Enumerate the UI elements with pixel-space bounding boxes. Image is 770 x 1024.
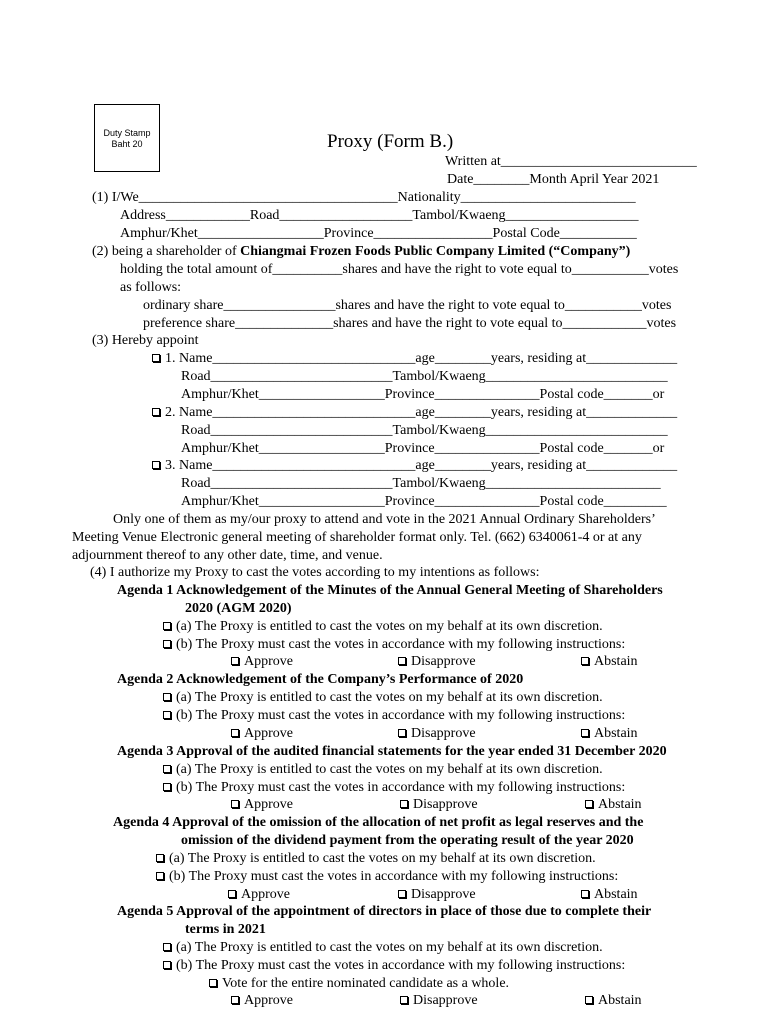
agenda5-approve-checkbox[interactable] bbox=[231, 996, 239, 1004]
agenda5-abstain-checkbox[interactable] bbox=[585, 996, 593, 1004]
agenda3-title: Agenda 3 Approval of the audited financial statements for the year ended 31 December 2020 bbox=[117, 744, 667, 759]
agenda4-disapprove-checkbox[interactable] bbox=[398, 890, 406, 898]
agenda2-disapprove-checkbox[interactable] bbox=[398, 729, 406, 737]
company-name: Chiangmai Frozen Foods Public Company Limited (“Company”) bbox=[240, 244, 631, 259]
agenda1-abstain[interactable] bbox=[581, 653, 638, 670]
disapprove-label: Disapprove bbox=[411, 726, 476, 741]
agenda5-abstain[interactable] bbox=[585, 992, 642, 1009]
option-b-text: (b) The Proxy must cast the votes in accordance with my following instructions: bbox=[169, 869, 619, 884]
proxy3-checkbox[interactable] bbox=[152, 461, 160, 469]
agenda3-abstain-checkbox[interactable] bbox=[585, 800, 593, 808]
agenda4-option-b-checkbox[interactable] bbox=[156, 872, 164, 880]
agenda5-title: Agenda 5 Approval of the appointment of directors in place of those due to complete their bbox=[117, 904, 652, 919]
agenda2-abstain-checkbox[interactable] bbox=[581, 729, 589, 737]
proxy2-checkbox[interactable] bbox=[152, 408, 160, 416]
duty-stamp-box bbox=[94, 104, 160, 172]
disapprove-label: Disapprove bbox=[411, 887, 476, 902]
appoint-heading: (3) Hereby appoint bbox=[92, 333, 199, 348]
as-follows: as follows: bbox=[120, 280, 182, 295]
agenda3-option-a[interactable] bbox=[163, 761, 603, 778]
option-a-text: (a) The Proxy is entitled to cast the votes on my behalf at its own discretion. bbox=[176, 940, 603, 955]
agenda2-option-a[interactable] bbox=[163, 689, 603, 706]
proxy2-name-line[interactable] bbox=[152, 404, 677, 421]
proxy1-checkbox[interactable] bbox=[152, 354, 160, 362]
agenda5-vote-entire-checkbox[interactable] bbox=[209, 979, 217, 987]
agenda1-abstain-checkbox[interactable] bbox=[581, 657, 589, 665]
abstain-label: Abstain bbox=[598, 797, 642, 812]
agenda5-title-cont: terms in 2021 bbox=[185, 922, 266, 937]
agenda4-disapprove[interactable] bbox=[398, 886, 476, 903]
approve-label: Approve bbox=[244, 993, 293, 1008]
disapprove-label: Disapprove bbox=[413, 993, 478, 1008]
option-b-text: (b) The Proxy must cast the votes in accordance with my following instructions: bbox=[176, 708, 626, 723]
agenda4-option-a[interactable] bbox=[156, 850, 596, 867]
proxy2-amphur-line[interactable]: Amphur/Khet__________________Province_______________Postal code_______or bbox=[181, 441, 665, 456]
proxy2-road-line[interactable]: Road__________________________Tambol/Kwaeng__________________________ bbox=[181, 423, 668, 438]
agenda3-option-b[interactable] bbox=[163, 779, 625, 796]
agenda1-option-a-checkbox[interactable] bbox=[163, 622, 171, 630]
authorize-heading: (4) I authorize my Proxy to cast the votes according to my intentions as follows: bbox=[90, 565, 540, 580]
agenda2-option-a-checkbox[interactable] bbox=[163, 693, 171, 701]
agenda4-approve-checkbox[interactable] bbox=[228, 890, 236, 898]
agenda4-approve[interactable] bbox=[228, 886, 290, 903]
stamp-line1: Duty Stamp bbox=[103, 128, 151, 138]
agenda5-option-a[interactable] bbox=[163, 939, 603, 956]
agenda2-disapprove[interactable] bbox=[398, 725, 476, 742]
option-a-text: (a) The Proxy is entitled to cast the votes on my behalf at its own discretion. bbox=[176, 690, 603, 705]
proxy1-name-text: 1. Name_____________________________age________years, residing at_____________ bbox=[165, 351, 678, 366]
ordinary-share-line[interactable]: ordinary share________________shares and have the right to vote equal to___________votes bbox=[143, 298, 672, 313]
agenda3-disapprove-checkbox[interactable] bbox=[400, 800, 408, 808]
address-line[interactable]: Address____________Road___________________Tambol/Kwaeng___________________ bbox=[120, 208, 639, 223]
agenda5-option-a-checkbox[interactable] bbox=[163, 943, 171, 951]
abstain-label: Abstain bbox=[594, 887, 638, 902]
abstain-label: Abstain bbox=[594, 654, 638, 669]
agenda1-approve-checkbox[interactable] bbox=[231, 657, 239, 665]
option-a-text: (a) The Proxy is entitled to cast the votes on my behalf at its own discretion. bbox=[176, 762, 603, 777]
agenda4-option-b[interactable] bbox=[156, 868, 618, 885]
option-b-text: (b) The Proxy must cast the votes in accordance with my following instructions: bbox=[176, 958, 626, 973]
agenda3-option-b-checkbox[interactable] bbox=[163, 783, 171, 791]
proxy3-road-line[interactable]: Road__________________________Tambol/Kwaeng_________________________ bbox=[181, 476, 661, 491]
proxy-paragraph-l1: Only one of them as my/our proxy to attend and vote in the 2021 Annual Ordinary Shareholders’ bbox=[113, 512, 656, 527]
total-shares-line[interactable]: holding the total amount of__________shares and have the right to vote equal to___________votes bbox=[120, 262, 679, 277]
agenda1-option-b[interactable] bbox=[163, 636, 625, 653]
agenda5-vote-entire[interactable] bbox=[209, 975, 509, 992]
agenda3-abstain[interactable] bbox=[585, 796, 642, 813]
proxy-paragraph-l2: Meeting Venue Electronic general meeting of shareholder format only. Tel. (662) 6340061-4 or at any bbox=[72, 530, 642, 545]
agenda2-title: Agenda 2 Acknowledgement of the Company’s Performance of 2020 bbox=[117, 672, 524, 687]
agenda1-disapprove[interactable] bbox=[398, 653, 476, 670]
proxy1-road-line[interactable]: Road__________________________Tambol/Kwaeng__________________________ bbox=[181, 369, 668, 384]
shareholder-prefix: (2) being a shareholder of bbox=[92, 244, 241, 259]
option-b-text: (b) The Proxy must cast the votes in accordance with my following instructions: bbox=[176, 637, 626, 652]
name-nationality-line[interactable]: (1) I/We_____________________________________Nationality_________________________ bbox=[92, 190, 636, 205]
agenda3-disapprove[interactable] bbox=[400, 796, 478, 813]
written-at-field[interactable]: Written at____________________________ bbox=[445, 154, 697, 169]
amphur-line[interactable]: Amphur/Khet__________________Province_________________Postal Code___________ bbox=[120, 226, 637, 241]
stamp-line2: Baht 20 bbox=[111, 139, 143, 149]
approve-label: Approve bbox=[241, 887, 290, 902]
abstain-label: Abstain bbox=[598, 993, 642, 1008]
agenda2-approve[interactable] bbox=[231, 725, 293, 742]
agenda5-disapprove-checkbox[interactable] bbox=[400, 996, 408, 1004]
agenda3-option-a-checkbox[interactable] bbox=[163, 765, 171, 773]
proxy2-name-text: 2. Name_____________________________age________years, residing at_____________ bbox=[165, 405, 678, 420]
proxy1-name-line[interactable] bbox=[152, 350, 677, 367]
agenda3-approve[interactable] bbox=[231, 796, 293, 813]
approve-label: Approve bbox=[244, 726, 293, 741]
agenda3-approve-checkbox[interactable] bbox=[231, 800, 239, 808]
option-b-text: (b) The Proxy must cast the votes in accordance with my following instructions: bbox=[176, 780, 626, 795]
agenda1-option-a[interactable] bbox=[163, 618, 603, 635]
agenda5-option-b[interactable] bbox=[163, 957, 625, 974]
date-field[interactable]: Date________Month April Year 2021 bbox=[447, 172, 660, 187]
abstain-label: Abstain bbox=[594, 726, 638, 741]
proxy3-name-line[interactable] bbox=[152, 457, 677, 474]
agenda2-approve-checkbox[interactable] bbox=[231, 729, 239, 737]
agenda1-title: Agenda 1 Acknowledgement of the Minutes of the Annual General Meeting of Shareholders bbox=[117, 583, 663, 598]
agenda4-abstain-checkbox[interactable] bbox=[581, 890, 589, 898]
agenda5-disapprove[interactable] bbox=[400, 992, 478, 1009]
agenda4-title-cont: omission of the dividend payment from the operating result of the year 2020 bbox=[181, 833, 634, 848]
approve-label: Approve bbox=[244, 654, 293, 669]
agenda1-title-cont: 2020 (AGM 2020) bbox=[185, 601, 292, 616]
agenda2-option-b[interactable] bbox=[163, 707, 625, 724]
disapprove-label: Disapprove bbox=[413, 797, 478, 812]
proxy1-amphur-line[interactable]: Amphur/Khet__________________Province_______________Postal code_______or bbox=[181, 387, 665, 402]
agenda1-approve[interactable] bbox=[231, 653, 293, 670]
form-title: Proxy (Form B.) bbox=[327, 131, 454, 152]
proxy3-amphur-line[interactable]: Amphur/Khet__________________Province_______________Postal code_________ bbox=[181, 494, 667, 509]
option-a-text: (a) The Proxy is entitled to cast the votes on my behalf at its own discretion. bbox=[176, 619, 603, 634]
vote-entire-text: Vote for the entire nominated candidate as a whole. bbox=[222, 976, 510, 991]
agenda4-abstain[interactable] bbox=[581, 886, 638, 903]
agenda5-option-b-checkbox[interactable] bbox=[163, 961, 171, 969]
agenda1-option-b-checkbox[interactable] bbox=[163, 640, 171, 648]
disapprove-label: Disapprove bbox=[411, 654, 476, 669]
proxy-paragraph-l3: adjournment thereof to any other date, time, and venue. bbox=[72, 548, 383, 563]
agenda5-approve[interactable] bbox=[231, 992, 293, 1009]
proxy3-name-text: 3. Name_____________________________age________years, residing at_____________ bbox=[165, 458, 678, 473]
agenda4-option-a-checkbox[interactable] bbox=[156, 854, 164, 862]
shareholder-line bbox=[92, 243, 630, 260]
approve-label: Approve bbox=[244, 797, 293, 812]
preference-share-line[interactable]: preference share______________shares and have the right to vote equal to____________votes bbox=[143, 316, 677, 331]
agenda2-option-b-checkbox[interactable] bbox=[163, 711, 171, 719]
agenda2-abstain[interactable] bbox=[581, 725, 638, 742]
option-a-text: (a) The Proxy is entitled to cast the votes on my behalf at its own discretion. bbox=[169, 851, 596, 866]
agenda1-disapprove-checkbox[interactable] bbox=[398, 657, 406, 665]
agenda4-title: Agenda 4 Approval of the omission of the allocation of net profit as legal reserves and the bbox=[113, 815, 644, 830]
